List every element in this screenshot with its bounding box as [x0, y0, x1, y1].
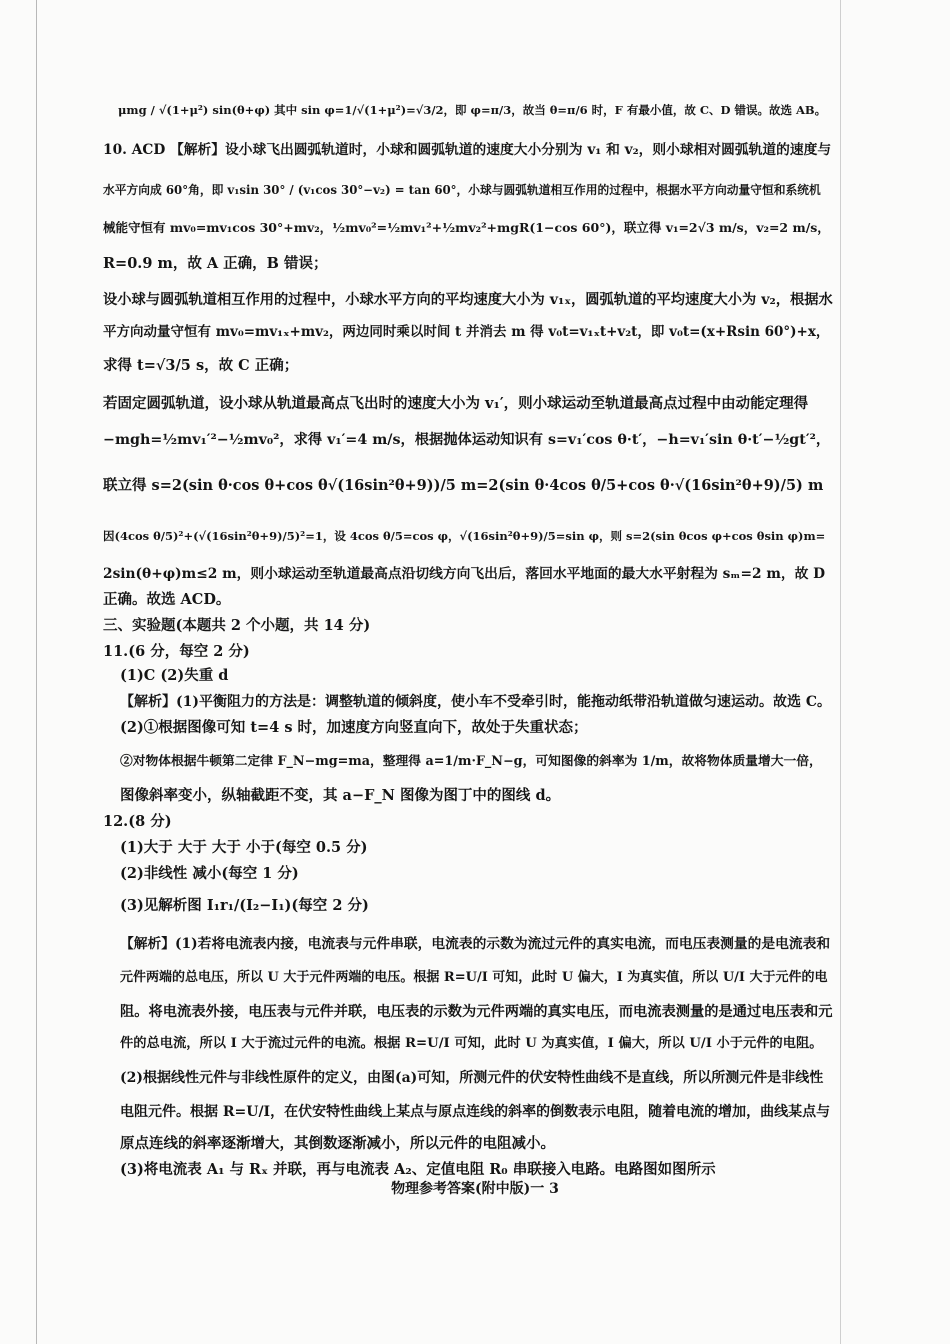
page-edge-left	[36, 0, 37, 1344]
text-line-l18: 【解析】(1)平衡阻力的方法是：调整轨道的倾斜度，使小车不受牵引时，能拖动纸带沿轨道做匀速运动。故选 C。	[120, 694, 832, 710]
text-line-l32: 原点连线的斜率逐渐增大，其倒数逐渐减小，所以元件的电阻减小。	[120, 1135, 555, 1152]
text-line-l15: 三、实验题(本题共 2 个小题，共 14 分)	[103, 617, 371, 634]
text-line-l06: 设小球与圆弧轨道相互作用的过程中，小球水平方向的平均速度大小为 v₁ₓ，圆弧轨道的平均速度大小为 v₂，根据水	[103, 292, 833, 308]
text-line-l24: (2)非线性 减小(每空 1 分)	[120, 865, 299, 882]
text-line-l12: 因(4cos θ/5)²+(√(16sin²θ+9)/5)²=1，设 4cos θ/5=cos φ，√(16sin²θ+9)/5=sin φ，则 s=2(sin θcos φ+cos θsin φ)m=	[103, 529, 826, 543]
text-line-l20: ②对物体根据牛顿第二定律 F_N−mg=ma，整理得 a=1/m·F_N−g，可知图像的斜率为 1/m，故将物体质量增大一倍，	[120, 754, 822, 769]
text-line-l04: 械能守恒有 mv₀=mv₁cos 30°+mv₂，½mv₀²=½mv₁²+½mv₂²+mgR(1−cos 60°)，联立得 v₁=2√3 m/s，v₂=2 m/s，	[103, 220, 830, 235]
text-line-l25: (3)见解析图 I₁r₁/(I₂−I₁)(每空 2 分)	[120, 897, 369, 914]
text-line-l03: 水平方向成 60°角，即 v₁sin 30° / (v₁cos 30°−v₂) = tan 60°，小球与圆弧轨道相互作用的过程中，根据水平方向动量守恒和系统机	[103, 183, 821, 197]
text-line-l14: 正确。故选 ACD。	[103, 591, 231, 608]
text-line-l23: (1)大于 大于 大于 小于(每空 0.5 分)	[120, 839, 368, 856]
text-line-l01: μmg / √(1+μ²) sin(θ+φ) 其中 sin φ=1/√(1+μ²)=√3/2，即 φ=π/3，故当 θ=π/6 时，F 有最小值，故 C、D 错误。故选 AB。	[118, 103, 827, 117]
text-line-l27: 元件两端的总电压，所以 U 大于元件两端的电压。根据 R=U/I 可知，此时 U 偏大，I 为真实值，所以 U/I 大于元件的电	[120, 970, 828, 985]
page-footer: 物理参考答案(附中版)一 3	[391, 1181, 559, 1197]
text-line-l17: (1)C (2)失重 d	[120, 667, 229, 684]
text-line-l07: 平方向动量守恒有 mv₀=mv₁ₓ+mv₂，两边同时乘以时间 t 并消去 m 得 v₀t=v₁ₓt+v₂t，即 v₀t=(x+Rsin 60°)+x，	[103, 324, 830, 340]
text-line-l11: 联立得 s=2(sin θ·cos θ+cos θ√(16sin²θ+9))/5 m=2(sin θ·4cos θ/5+cos θ·√(16sin²θ+9)/5) m	[103, 477, 824, 494]
text-line-l13: 2sin(θ+φ)m≤2 m，则小球运动至轨道最高点沿切线方向飞出后，落回水平地面的最大水平射程为 sₘ=2 m，故 D	[103, 566, 826, 582]
page-edge-right	[840, 0, 841, 1344]
text-line-l21: 图像斜率变小，纵轴截距不变，其 a−F_N 图像为图丁中的图线 d。	[120, 787, 561, 804]
text-line-l31: 电阻元件。根据 R=U/I，在伏安特性曲线上某点与原点连线的斜率的倒数表示电阻，随着电流的增加，曲线某点与	[120, 1104, 831, 1120]
text-line-l33: (3)将电流表 A₁ 与 Rₓ 并联，再与电流表 A₂、定值电阻 R₀ 串联接入电路。电路图如图所示	[120, 1161, 716, 1178]
text-line-l29: 件的总电流，所以 I 大于流过元件的电流。根据 R=U/I 可知，此时 U 为真实值，I 偏大，所以 U/I 小于元件的电阻。	[120, 1036, 823, 1051]
text-line-l16: 11.(6 分，每空 2 分)	[103, 643, 250, 660]
text-line-l22: 12.(8 分)	[103, 813, 172, 830]
text-line-l02: 10. ACD 【解析】设小球飞出圆弧轨道时，小球和圆弧轨道的速度大小分别为 v₁ 和 v₂，则小球相对圆弧轨道的速度与	[103, 142, 832, 158]
text-line-l30: (2)根据线性元件与非线性原件的定义，由图(a)可知，所测元件的伏安特性曲线不是直线，所以所测元件是非线性	[120, 1070, 824, 1086]
text-line-l28: 阻。将电流表外接，电压表与元件并联，电压表的示数为元件两端的真实电压，而电流表测量的是通过电压表和元	[120, 1004, 833, 1020]
text-line-l10: −mgh=½mv₁′²−½mv₀²，求得 v₁′=4 m/s，根据抛体运动知识有 s=v₁′cos θ·t′，−h=v₁′sin θ·t′−½gt′²，	[103, 432, 831, 448]
text-line-l08: 求得 t=√3/5 s，故 C 正确；	[103, 357, 299, 374]
text-line-l26: 【解析】(1)若将电流表内接，电流表与元件串联，电流表的示数为流过元件的真实电流，而电压表测量的是电流表和	[120, 936, 831, 952]
text-line-l05: R=0.9 m，故 A 正确，B 错误；	[103, 255, 328, 272]
text-line-l19: (2)①根据图像可知 t=4 s 时，加速度方向竖直向下，故处于失重状态；	[120, 719, 588, 736]
text-line-l09: 若固定圆弧轨道，设小球从轨道最高点飞出时的速度大小为 v₁′，则小球运动至轨道最高点过程中由动能定理得	[103, 395, 809, 412]
